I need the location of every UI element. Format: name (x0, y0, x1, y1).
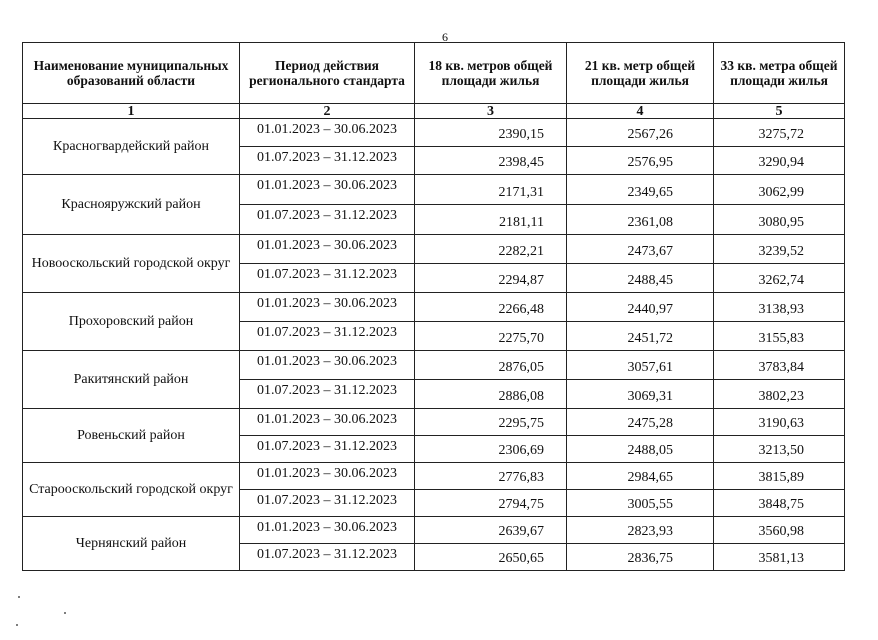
district-name: Краснояружский район (23, 175, 240, 235)
table-row (23, 175, 845, 205)
value-21-sqm: 2567,26 (567, 119, 714, 147)
value-33-sqm: 3783,84 (714, 351, 845, 380)
value-18-sqm: 2876,05 (415, 351, 567, 380)
value-21-sqm: 2984,65 (567, 463, 714, 490)
column-number: 2 (240, 104, 415, 119)
header-21-sqm: 21 кв. метр общей площади жилья (567, 43, 714, 104)
value-21-sqm: 2488,45 (567, 264, 714, 293)
column-number-row (23, 104, 845, 119)
period-cell: 01.01.2023 – 30.06.2023 (240, 409, 415, 436)
value-33-sqm: 3190,63 (714, 409, 845, 436)
period-cell: 01.01.2023 – 30.06.2023 (240, 175, 415, 205)
table-row (23, 293, 845, 322)
scan-speck (16, 624, 18, 626)
value-33-sqm: 3239,52 (714, 235, 845, 264)
value-33-sqm: 3560,98 (714, 517, 845, 544)
value-18-sqm: 2650,65 (415, 544, 567, 571)
value-18-sqm: 2181,11 (415, 205, 567, 235)
column-number: 4 (567, 104, 714, 119)
value-21-sqm: 2475,28 (567, 409, 714, 436)
period-cell: 01.01.2023 – 30.06.2023 (240, 351, 415, 380)
period-cell: 01.01.2023 – 30.06.2023 (240, 235, 415, 264)
value-33-sqm: 3848,75 (714, 490, 845, 517)
district-name: Новооскольский городской округ (23, 235, 240, 293)
period-cell: 01.07.2023 – 31.12.2023 (240, 490, 415, 517)
value-33-sqm: 3213,50 (714, 436, 845, 463)
table-row (23, 409, 845, 436)
value-18-sqm: 2306,69 (415, 436, 567, 463)
value-18-sqm: 2266,48 (415, 293, 567, 322)
value-33-sqm: 3802,23 (714, 380, 845, 409)
period-cell: 01.07.2023 – 31.12.2023 (240, 205, 415, 235)
column-number: 5 (714, 104, 845, 119)
value-33-sqm: 3275,72 (714, 119, 845, 147)
table-row (23, 517, 845, 544)
header-33-sqm: 33 кв. метра общей площади жилья (714, 43, 845, 104)
value-21-sqm: 2823,93 (567, 517, 714, 544)
value-18-sqm: 2398,45 (415, 147, 567, 175)
table-body (23, 119, 845, 571)
value-21-sqm: 2488,05 (567, 436, 714, 463)
scan-speck (18, 596, 20, 598)
value-18-sqm: 2794,75 (415, 490, 567, 517)
table-row (23, 235, 845, 264)
period-cell: 01.01.2023 – 30.06.2023 (240, 463, 415, 490)
district-name: Ракитянский район (23, 351, 240, 409)
value-21-sqm: 2349,65 (567, 175, 714, 205)
scan-speck (64, 612, 66, 614)
value-33-sqm: 3138,93 (714, 293, 845, 322)
value-33-sqm: 3155,83 (714, 322, 845, 351)
district-name: Красногвардейский район (23, 119, 240, 175)
value-21-sqm: 3057,61 (567, 351, 714, 380)
value-21-sqm: 2576,95 (567, 147, 714, 175)
district-name: Старооскольский городской округ (23, 463, 240, 517)
value-21-sqm: 2451,72 (567, 322, 714, 351)
value-33-sqm: 3062,99 (714, 175, 845, 205)
page-number: 6 (442, 30, 448, 44)
period-cell: 01.07.2023 – 31.12.2023 (240, 322, 415, 351)
value-33-sqm: 3080,95 (714, 205, 845, 235)
period-cell: 01.07.2023 – 31.12.2023 (240, 436, 415, 463)
header-period: Период действия регионального стандарта (240, 43, 415, 104)
period-cell: 01.07.2023 – 31.12.2023 (240, 147, 415, 175)
value-33-sqm: 3262,74 (714, 264, 845, 293)
table-row (23, 119, 845, 147)
value-21-sqm: 2440,97 (567, 293, 714, 322)
value-21-sqm: 3005,55 (567, 490, 714, 517)
value-18-sqm: 2282,21 (415, 235, 567, 264)
period-cell: 01.01.2023 – 30.06.2023 (240, 293, 415, 322)
value-33-sqm: 3581,13 (714, 544, 845, 571)
header-18-sqm: 18 кв. метров общей площади жилья (415, 43, 567, 104)
header-municipality: Наименование муниципальных образований области (23, 43, 240, 104)
value-21-sqm: 3069,31 (567, 380, 714, 409)
value-18-sqm: 2295,75 (415, 409, 567, 436)
table-row (23, 463, 845, 490)
period-cell: 01.01.2023 – 30.06.2023 (240, 517, 415, 544)
period-cell: 01.07.2023 – 31.12.2023 (240, 264, 415, 293)
table-row (23, 351, 845, 380)
column-number: 3 (415, 104, 567, 119)
value-33-sqm: 3815,89 (714, 463, 845, 490)
housing-cost-table (22, 42, 845, 571)
value-18-sqm: 2886,08 (415, 380, 567, 409)
value-18-sqm: 2776,83 (415, 463, 567, 490)
value-18-sqm: 2171,31 (415, 175, 567, 205)
period-cell: 01.01.2023 – 30.06.2023 (240, 119, 415, 147)
value-18-sqm: 2294,87 (415, 264, 567, 293)
value-18-sqm: 2275,70 (415, 322, 567, 351)
value-33-sqm: 3290,94 (714, 147, 845, 175)
district-name: Прохоровский район (23, 293, 240, 351)
value-18-sqm: 2390,15 (415, 119, 567, 147)
value-18-sqm: 2639,67 (415, 517, 567, 544)
period-cell: 01.07.2023 – 31.12.2023 (240, 380, 415, 409)
district-name: Чернянский район (23, 517, 240, 571)
district-name: Ровеньский район (23, 409, 240, 463)
header-row (23, 43, 845, 104)
period-cell: 01.07.2023 – 31.12.2023 (240, 544, 415, 571)
value-21-sqm: 2473,67 (567, 235, 714, 264)
value-21-sqm: 2361,08 (567, 205, 714, 235)
value-21-sqm: 2836,75 (567, 544, 714, 571)
column-number: 1 (23, 104, 240, 119)
